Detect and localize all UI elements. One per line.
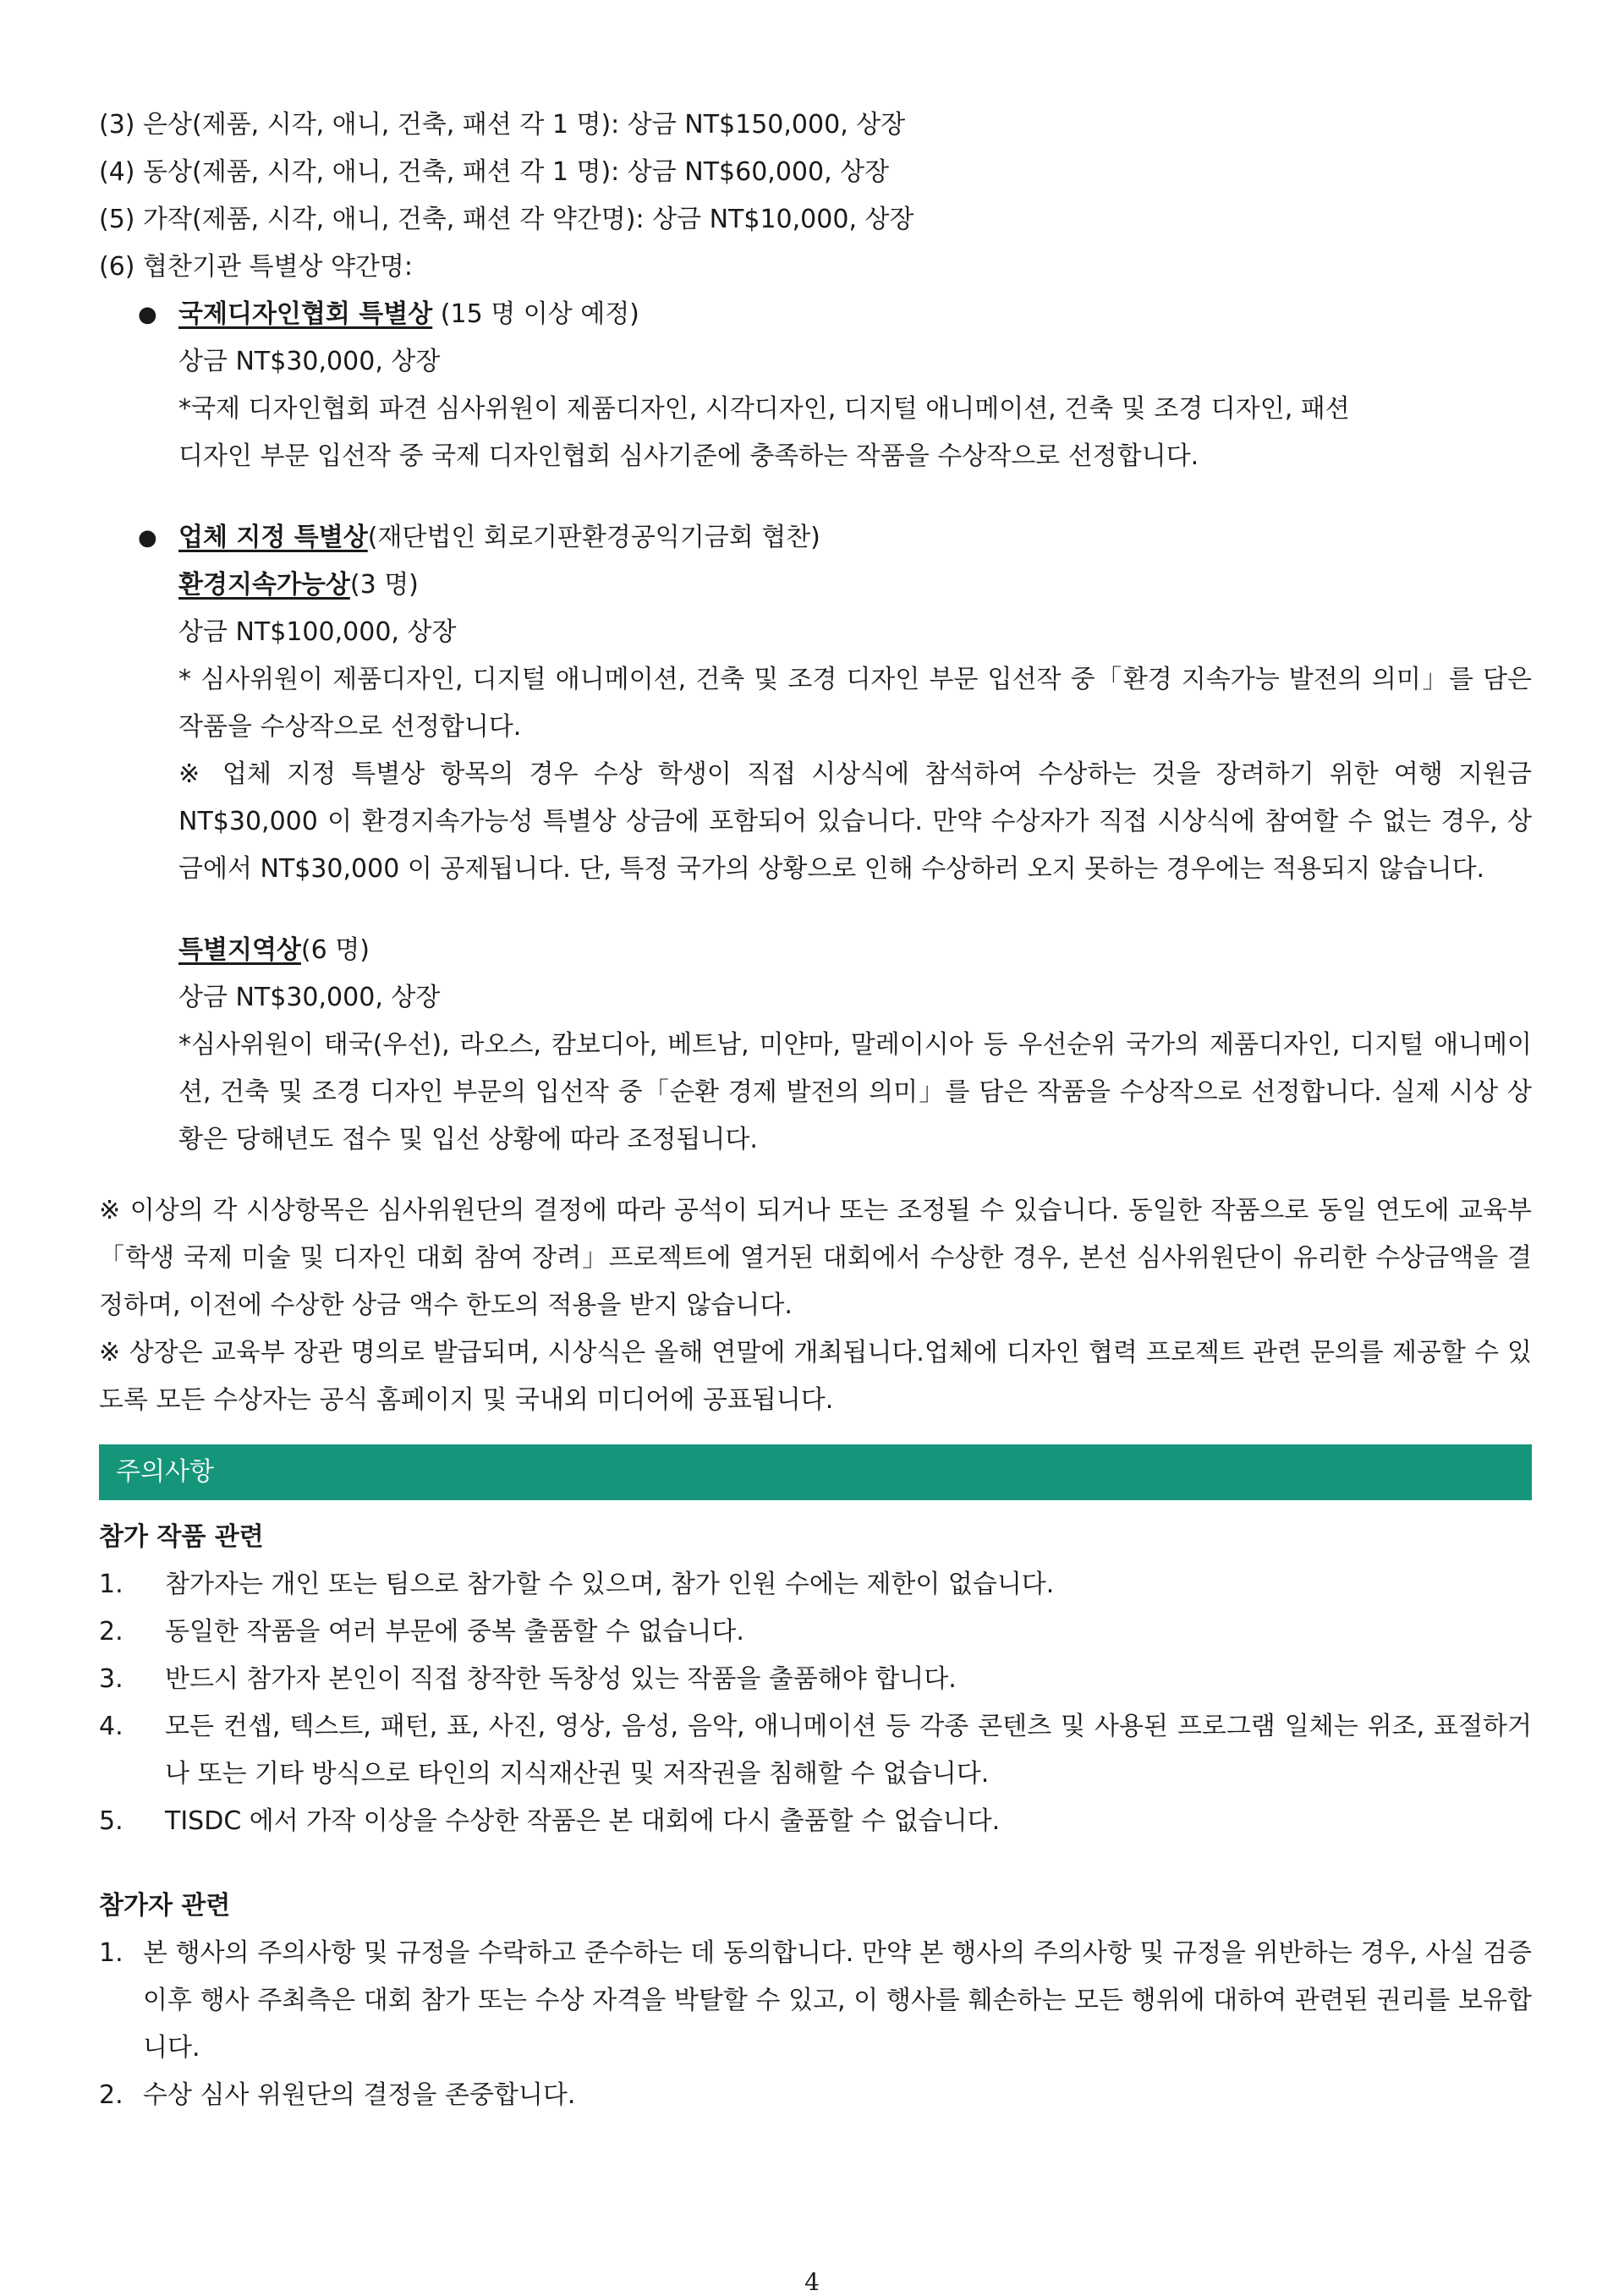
intl-award-item [138,291,1532,338]
participants-heading: 참가자 관련 [99,1891,231,1921]
region-award-heading [178,927,1532,974]
document-page [99,101,1532,2119]
prize-silver: (3) 은상(제품, 시각, 애니, 건축, 패션 각 1 명): 상금 NT$150,000, 상장 [99,110,906,140]
works-heading: 참가 작품 관련 [99,1522,264,1552]
prize-sponsor-special: (6) 협찬기관 특별상 약간명: [99,252,414,282]
works-list [99,1561,1532,1845]
region-award-count: (6 명) [300,935,370,965]
prize-honorable: (5) 가작(제품, 시각, 애니, 건축, 패션 각 약간명): 상금 NT$10,000, 상장 [99,205,914,234]
env-award-count: (3 명) [349,570,419,600]
env-award-title: 환경지속가능상 [178,570,350,600]
page-number: 4 [804,2268,820,2296]
company-award-sponsor: (재단법인 회로기판환경공익기금회 협찬) [367,523,820,552]
intl-award-title: 국제디자인협회 특별상 [178,299,433,329]
list-item: 4. 모든 컨셉, 텍스트, 패턴, 표, 사진, 영상, 음성, 음악, 애니메이션 등 각종 콘텐츠 및 사용된 프로그램 일체는 위조, 표절하거나 또는 기타 방식으로 타인의 지식재산권 및 저작권을 침해할 수 없습니다. [99,1712,1532,1789]
remark-certificate: ※ 상장은 교육부 장관 명의로 발급되며, 시상식은 올해 연말에 개최됩니다.업체에 디자인 협력 프로젝트 관련 문의를 제공할 수 있도록 모든 수상자는 공식 홈페이지 및 국내외 미디어에 공표됩니다. [99,1338,1532,1415]
bullet-icon: ● [138,302,157,327]
intl-award-note-line2: 디자인 부문 입선작 중 국제 디자인협회 심사기준에 충족하는 작품을 수상작으로 선정합니다. [178,441,1199,471]
company-award-item [138,514,1532,562]
notice-section-header: 주의사항 [99,1444,1532,1500]
list-item: 5. TISDC 에서 가작 이상을 수상한 작품은 본 대회에 다시 출품할 수 없습니다. [99,1806,1001,1836]
list-item: 2. 동일한 작품을 여러 부문에 중복 출품할 수 없습니다. [99,1617,744,1647]
env-award-heading [178,562,1532,609]
intl-award-prize: 상금 NT$30,000, 상장 [178,347,441,376]
intl-award-count: (15 명 이상 예정) [432,299,639,329]
prize-bronze: (4) 동상(제품, 시각, 애니, 건축, 패션 각 1 명): 상금 NT$60,000, 상장 [99,157,890,187]
list-item: 1. 참가자는 개인 또는 팀으로 참가할 수 있으며, 참가 인원 수에는 제한이 없습니다. [99,1570,1055,1599]
remark-adjustment: ※ 이상의 각 시상항목은 심사위원단의 결정에 따라 공석이 되거나 또는 조정될 수 있습니다. 동일한 작품으로 동일 연도에 교육부「학생 국제 미술 및 디자인 대회 참여 장려」프로젝트에 열거된 대회에서 수상한 경우, 본선 심사위원단이 유리한 수상금액을 결정하며, 이전에 수상한 상금 액수 한도의 적용을 받지 않습니다. [99,1196,1533,1320]
participants-list [99,1930,1532,2119]
env-award-travel-note: ※ 업체 지정 특별상 항목의 경우 수상 학생이 직접 시상식에 참석하여 수상하는 것을 장려하기 위한 여행 지원금 NT$30,000 이 환경지속가능성 특별상 상금에 포함되어 있습니다. 만약 수상자가 직접 시상식에 참여할 수 없는 경우, 상금에서 NT$30,000 이 공제됩니다. 단, 특정 국가의 상황으로 인해 수상하러 오지 못하는 경우에는 적용되지 않습니다. [178,759,1532,884]
env-award-prize: 상금 NT$100,000, 상장 [178,617,457,647]
list-item: 3. 반드시 참가자 본인이 직접 창작한 독창성 있는 작품을 출품해야 합니다. [99,1664,957,1694]
region-award-note: *심사위원이 태국(우선), 라오스, 캄보디아, 베트남, 미얀마, 말레이시아 등 우선순위 국가의 제품디자인, 디지털 애니메이션, 건축 및 조경 디자인 부문의 입선작 중「순환 경제 발전의 의미」를 담은 작품을 수상작으로 선정합니다. 실제 시상 상황은 당해년도 접수 및 입선 상황에 따라 조정됩니다. [178,1030,1532,1154]
region-award-title: 특별지역상 [178,935,301,965]
region-award-prize: 상금 NT$30,000, 상장 [178,983,441,1012]
list-item: 1. 본 행사의 주의사항 및 규정을 수락하고 준수하는 데 동의합니다. 만약 본 행사의 주의사항 및 규정을 위반하는 경우, 사실 검증 이후 행사 주최측은 대회 참가 또는 수상 자격을 박탈할 수 있고, 이 행사를 훼손하는 모든 행위에 대하여 관련된 권리를 보유합니다. [99,1938,1532,2063]
list-item: 2. 수상 심사 위원단의 결정을 존중합니다. [99,2080,576,2110]
bullet-icon: ● [138,525,157,551]
intl-award-note-line1: *국제 디자인협회 파견 심사위원이 제품디자인, 시각디자인, 디지털 애니메이션, 건축 및 조경 디자인, 패션 [178,394,1350,424]
env-award-note: * 심사위원이 제품디자인, 디지털 애니메이션, 건축 및 조경 디자인 부문 입선작 중「환경 지속가능 발전의 의미」를 담은 작품을 수상작으로 선정합니다. [178,665,1532,742]
company-award-title: 업체 지정 특별상 [178,523,368,552]
